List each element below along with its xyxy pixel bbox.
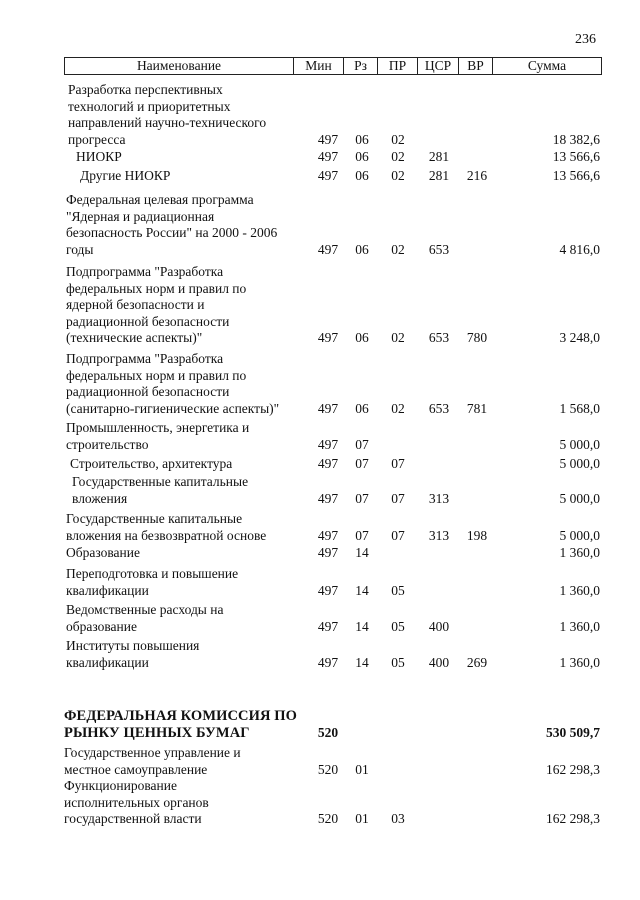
row-rz: 07: [355, 527, 369, 543]
row-rz: 07: [355, 490, 369, 506]
header-min: Мин: [293, 58, 343, 74]
header-sum: Сумма: [492, 58, 601, 74]
row-rz: 06: [355, 241, 369, 257]
row-pr: 02: [391, 330, 405, 346]
row-csr: 313: [428, 527, 450, 543]
row-vr: 216: [466, 168, 488, 183]
row-min: 497: [317, 545, 339, 560]
row-name: НИОКР: [76, 149, 122, 164]
row-sum: 1 360,0: [559, 654, 600, 670]
row-pr: 05: [391, 618, 405, 634]
row-min: 497: [317, 490, 339, 506]
row-rz: 01: [355, 811, 369, 827]
row-sum: 162 298,3: [546, 811, 600, 827]
row-csr: 400: [428, 618, 450, 634]
row-csr: 281: [428, 149, 450, 164]
row-name: Разработка перспективных технологий и приоритетных направлений научно-технического прогресса: [68, 82, 267, 147]
row-pr: 05: [391, 582, 405, 598]
row-sum: 5 000,0: [559, 490, 600, 506]
row-sum: 13 566,6: [552, 149, 600, 164]
row-min: 497: [317, 582, 339, 598]
row-sum: 13 566,6: [552, 168, 600, 183]
row-csr: 400: [428, 654, 450, 670]
row-min: 497: [317, 168, 339, 183]
row-rz: 07: [355, 436, 369, 452]
row-name: Строительство, архитектура: [70, 456, 233, 471]
page-number: 236: [575, 32, 596, 47]
row-csr: 281: [428, 168, 450, 183]
row-min: 497: [317, 131, 339, 147]
row-rz: 07: [355, 456, 369, 471]
row-min: 497: [317, 241, 339, 257]
row-csr: 653: [428, 400, 450, 416]
row-min: 497: [317, 400, 339, 416]
row-sum: 5 000,0: [559, 436, 600, 452]
row-name: Образование: [66, 545, 140, 560]
row-pr: 02: [391, 131, 405, 147]
row-csr: 313: [428, 490, 450, 506]
row-min: 497: [317, 149, 339, 164]
row-min: 520: [317, 811, 339, 827]
row-rz: 14: [355, 654, 369, 670]
row-min: 497: [317, 456, 339, 471]
row-vr: 269: [466, 654, 488, 670]
row-sum: 1 360,0: [559, 582, 600, 598]
row-pr: 03: [391, 811, 405, 827]
row-name: Подпрограмма "Разработка федеральных норм и правил по ядерной безопасности и радиационной безопасности (технические аспекты)": [66, 264, 247, 346]
row-name: Функционирование исполнительных органов государственной власти: [64, 778, 209, 827]
row-sum: 5 000,0: [559, 456, 600, 471]
row-name: Другие НИОКР: [80, 168, 171, 183]
row-pr: 07: [391, 527, 405, 543]
header-vr: ВР: [458, 58, 492, 74]
row-name: Государственные капитальные вложения на безвозвратной основе: [66, 511, 267, 543]
row-rz: 14: [355, 545, 369, 560]
row-rz: 06: [355, 330, 369, 346]
row-name: Подпрограмма "Разработка федеральных норм и правил по радиационной безопасности (санитарно-гигиенические аспекты)": [66, 351, 280, 416]
row-pr: 07: [391, 490, 405, 506]
header-name: Наименование: [136, 58, 222, 73]
header-csr: ЦСР: [417, 58, 458, 74]
row-sum: 1 360,0: [559, 545, 600, 560]
row-min: 497: [317, 330, 339, 346]
row-min: 520: [317, 725, 339, 740]
row-name: Переподготовка и повышение квалификации: [66, 566, 239, 598]
row-rz: 06: [355, 168, 369, 183]
row-rz: 06: [355, 131, 369, 147]
table-header: [64, 57, 602, 75]
row-pr: 02: [391, 168, 405, 183]
section-title: ФЕДЕРАЛЬНАЯ КОМИССИЯ ПО РЫНКУ ЦЕННЫХ БУМАГ: [64, 708, 298, 741]
header-rz: Рз: [343, 58, 377, 74]
row-pr: 05: [391, 654, 405, 670]
row-rz: 06: [355, 149, 369, 164]
row-name: Федеральная целевая программа "Ядерная и радиационная безопасность России" на 2000 - 2006 годы: [66, 192, 278, 257]
row-name: Институты повышения квалификации: [66, 638, 200, 670]
row-rz: 01: [355, 761, 369, 777]
row-name: Промышленность, энергетика и строительство: [66, 420, 250, 452]
row-min: 497: [317, 618, 339, 634]
row-csr: 653: [428, 330, 450, 346]
row-vr: 781: [466, 400, 488, 416]
row-rz: 14: [355, 618, 369, 634]
row-sum: 4 816,0: [559, 241, 600, 257]
row-sum: 162 298,3: [546, 761, 600, 777]
row-vr: 780: [466, 330, 488, 346]
row-name: Государственное управление и местное самоуправление: [64, 745, 241, 777]
row-sum: 3 248,0: [559, 330, 600, 346]
row-min: 497: [317, 436, 339, 452]
row-csr: 653: [428, 241, 450, 257]
row-min: 497: [317, 527, 339, 543]
row-pr: 02: [391, 400, 405, 416]
row-vr: 198: [466, 527, 488, 543]
header-pr: ПР: [377, 58, 417, 74]
row-sum: 5 000,0: [559, 527, 600, 543]
row-sum: 530 509,7: [546, 725, 600, 740]
row-rz: 06: [355, 400, 369, 416]
row-pr: 02: [391, 149, 405, 164]
row-rz: 14: [355, 582, 369, 598]
row-pr: 07: [391, 456, 405, 471]
row-name: Ведомственные расходы на образование: [66, 602, 224, 634]
row-sum: 18 382,6: [552, 131, 600, 147]
row-pr: 02: [391, 241, 405, 257]
row-name: Государственные капитальные вложения: [72, 474, 249, 506]
row-sum: 1 568,0: [559, 400, 600, 416]
row-min: 520: [317, 761, 339, 777]
row-min: 497: [317, 654, 339, 670]
row-sum: 1 360,0: [559, 618, 600, 634]
